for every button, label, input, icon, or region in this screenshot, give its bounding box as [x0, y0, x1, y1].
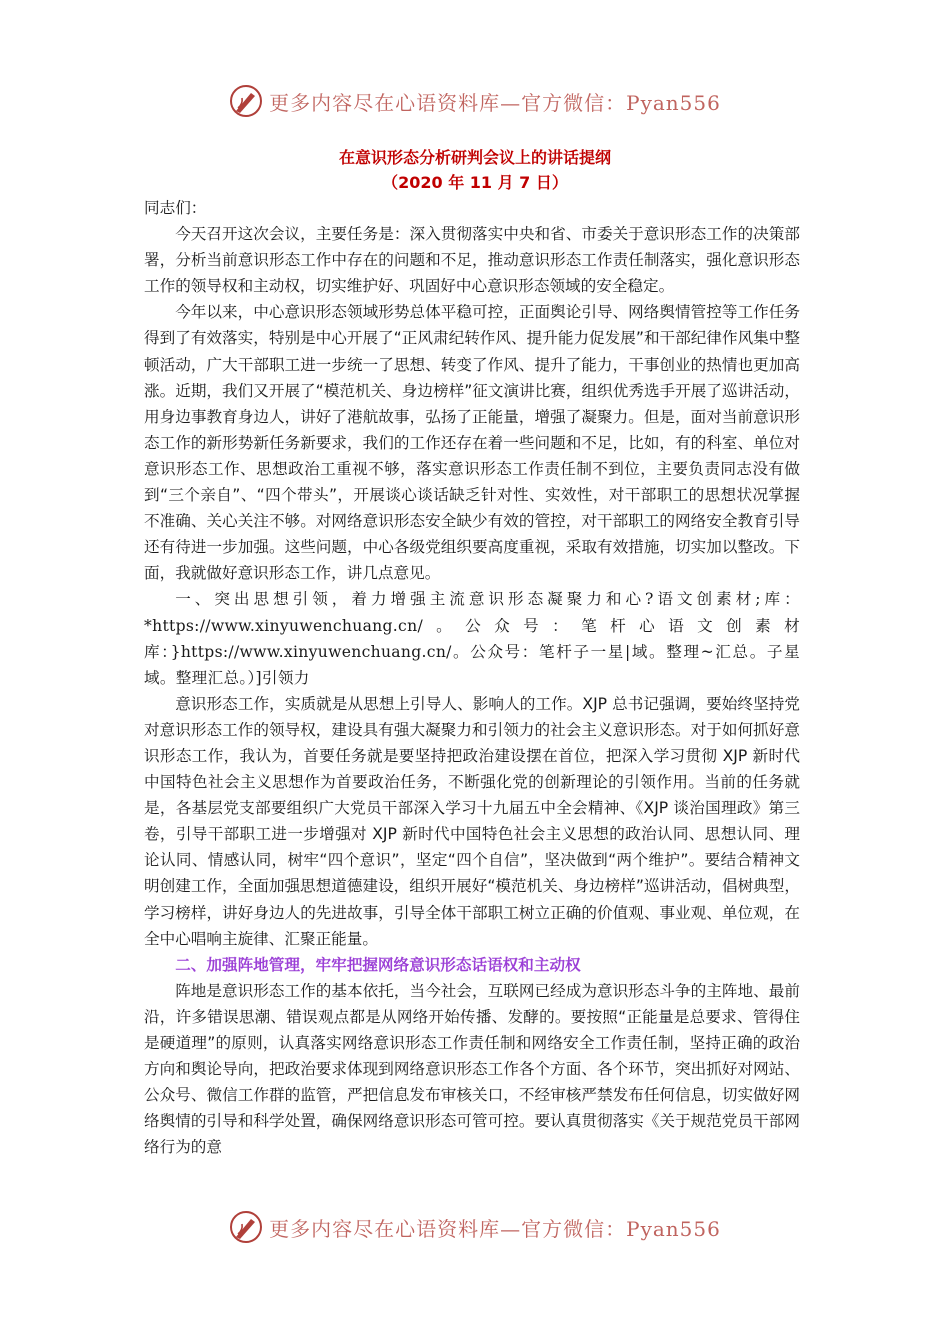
- banner-text: 更多内容尽在心语资料库—官方微信：Pyan556: [269, 90, 721, 115]
- header-banner: [0, 84, 950, 118]
- banner-text: 更多内容尽在心语资料库—官方微信：Pyan556: [269, 1216, 721, 1241]
- section-heading-1: 一、突出思想引领，着力增强主流意识形态凝聚力和心?语文创素材;库：*https://www.xinyuwenchuang.cn/。公众号：笔杆心语文创素材库：}https://www.xinyuwenchuang.cn/。公众号：笔杆子一星|域。整理~汇总。子星域。整理汇总。）]引领力: [144, 590, 800, 687]
- salutation: 同志们：: [144, 199, 207, 217]
- pen-seal-icon: [229, 84, 263, 118]
- document-title: 在意识形态分析研判会议上的讲话提纲: [338, 148, 611, 167]
- document-body: [144, 195, 800, 1160]
- pen-seal-icon: [229, 1210, 263, 1244]
- paragraph: 意识形态工作，实质就是从思想上引导人、影响人的工作。XJP 总书记强调，要始终坚持党对意识形态工作的领导权，建设具有强大凝聚力和引领力的社会主义意识形态。对于如何抓好意识形态工作，我认为，首要任务就是要坚持把政治建设摆在首位，把深入学习贯彻 XJP 新时代中国特色社会主义思想作为首要政治任务，不断强化党的创新理论的引领作用。当前的任务就是，各基层党支部要组织广大党员干部深入学习十九届五中全会精神、《XJP 谈治国理政》第三卷，引导干部职工进一步增强对 XJP 新时代中国特色社会主义思想的政治认同、思想认同、理论认同、情感认同，树牢“四个意识”，坚定“四个自信”，坚决做到“两个维护”。要结合精神文明创建工作，全面加强思想道德建设，组织开展好“模范机关、身边榜样”巡讲活动，倡树典型，学习榜样，讲好身边人的先进故事，引导全体干部职工树立正确的价值观、事业观、单位观，在全中心唱响主旋律、汇聚正能量。: [144, 694, 800, 948]
- paragraph: 今天召开这次会议，主要任务是：深入贯彻落实中央和省、市委关于意识形态工作的决策部署，分析当前意识形态工作中存在的问题和不足，推动意识形态工作责任制落实，强化意识形态工作的领导权和主动权，切实维护好、巩固好中心意识形态领域的安全稳定。: [144, 225, 800, 296]
- footer-banner: [0, 1210, 950, 1244]
- document-date: （2020 年 11 月 7 日）: [382, 173, 568, 192]
- paragraph: 阵地是意识形态工作的基本依托，当今社会，互联网已经成为意识形态斗争的主阵地、最前沿，许多错误思潮、错误观点都是从网络开始传播、发酵的。要按照“正能量是总要求、管得住是硬道理”的原则，认真落实网络意识形态工作责任制和网络安全工作责任制，坚持正确的政治方向和舆论导向，把政治要求体现到网络意识形态工作各个方面、各个环节，突出抓好对网站、公众号、微信工作群的监管，严把信息发布审核关口，不经审核严禁发布任何信息，切实做好网络舆情的引导和科学处置，确保网络意识形态可管可控。要认真贯彻落实《关于规范党员干部网络行为的意: [144, 981, 800, 1157]
- section-heading-2: 二、加强阵地管理，牢牢把握网络意识形态话语权和主动权: [175, 955, 581, 974]
- paragraph: 今年以来，中心意识形态领域形势总体平稳可控，正面舆论引导、网络舆情管控等工作任务得到了有效落实，特别是中心开展了“正风肃纪转作风、提升能力促发展”和干部纪律作风集中整顿活动，广大干部职工进一步统一了思想、转变了作风、提升了能力，干事创业的热情也更加高涨。近期，我们又开展了“模范机关、身边榜样”征文演讲比赛，组织优秀选手开展了巡讲活动，用身边事教育身边人，讲好了港航故事，弘扬了正能量，增强了凝聚力。但是，面对当前意识形态工作的新形势新任务新要求，我们的工作还存在着一些问题和不足，比如，有的科室、单位对意识形态工作、思想政治工重视不够，落实意识形态工作责任制不到位，主要负责同志没有做到“三个亲自”、“四个带头”，开展谈心谈话缺乏针对性、实效性，对干部职工的思想状况掌握不准确、关心关注不够。对网络意识形态安全缺少有效的管控，对干部职工的网络安全教育引导还有待进一步加强。这些问题，中心各级党组织要高度重视，采取有效措施，切实加以整改。下面，我就做好意识形态工作，讲几点意见。: [144, 303, 800, 583]
